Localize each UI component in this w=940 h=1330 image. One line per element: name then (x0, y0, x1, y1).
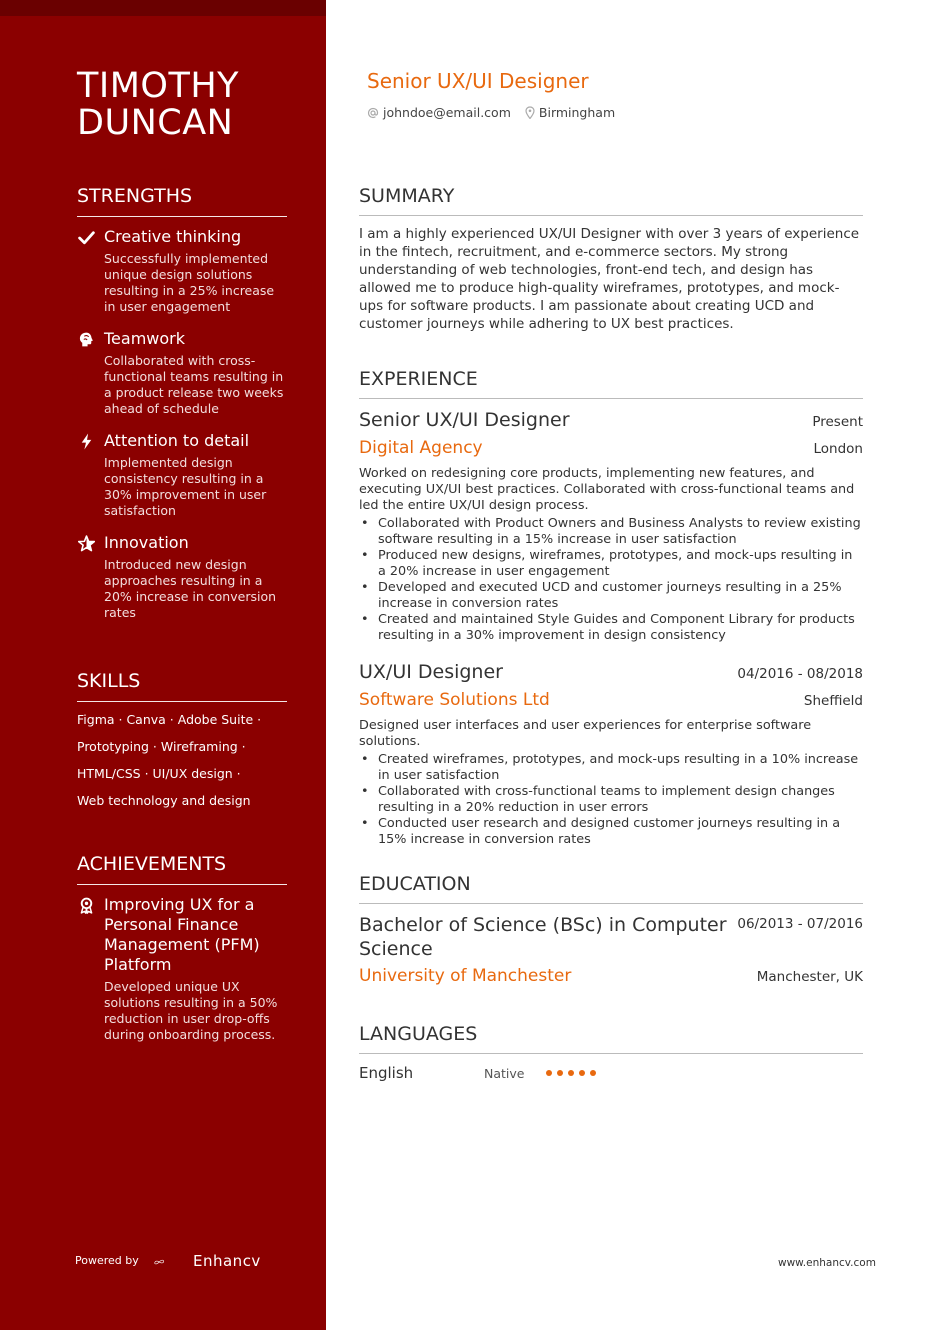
achievements-heading: ACHIEVEMENTS (77, 852, 287, 885)
summary-heading: SUMMARY (359, 184, 863, 216)
education-heading: EDUCATION (359, 872, 863, 904)
bullet-item: • Created and maintained Style Guides and Component Library for products resulting in a 30% improvement in design consistency (359, 612, 863, 644)
skills-heading: SKILLS (77, 669, 287, 702)
strength-title: Innovation (104, 533, 189, 552)
strengths-section (77, 184, 287, 635)
experience-role: Senior UX/UI Designer (359, 409, 570, 431)
experience-heading: EXPERIENCE (359, 367, 863, 399)
contact-email[interactable] (367, 105, 511, 120)
achievement-desc: Developed unique UX solutions resulting in a 50% reduction in user drop-offs during onboarding process. (104, 979, 278, 1042)
bullet-item: • Developed and executed UCD and customer journeys resulting in a 25% increase in conversion rates (359, 580, 863, 612)
bullet-item: • Conducted user research and designed customer journeys resulting in a 15% increase in conversion rates (359, 816, 863, 848)
strength-title: Teamwork (104, 329, 186, 348)
strengths-heading: STRENGTHS (77, 184, 287, 217)
achievement-item (77, 895, 287, 1043)
brain-icon (78, 331, 95, 348)
language-level: Native (484, 1065, 525, 1081)
bullet-item: • Produced new designs, wireframes, prototypes, and mock-ups resulting in a 20% increase in user engagement (359, 548, 863, 580)
check-icon (78, 229, 95, 246)
strength-desc: Introduced new design approaches resulting in a 20% increase in conversion rates (104, 557, 277, 620)
summary-text: I am a highly experienced UX/UI Designer with over 3 years of experience in the fintech, recruitment, and e-commerce sectors. My strong understanding of web technologies, front-end tech, and design has allowed me to produce high-quality wireframes, prototypes, and mock-ups for software products. I am passionate about creating UCD and customer journeys while adhering to UX best practices. (359, 226, 860, 332)
headline: Senior UX/UI Designer (367, 69, 589, 93)
education-school: University of Manchester (359, 966, 572, 986)
email-text: johndoe@email.com (383, 105, 511, 120)
skills-section (77, 669, 287, 820)
achievements-section (77, 852, 287, 1057)
experience-bullets (359, 752, 863, 848)
proficiency-dot (579, 1070, 585, 1076)
education-location: Manchester, UK (756, 969, 863, 985)
website-link[interactable]: www.enhancv.com (778, 1257, 876, 1269)
languages-section (359, 1022, 863, 1082)
lightning-icon (78, 433, 95, 450)
experience-desc: Designed user interfaces and user experiences for enterprise software solutions. (359, 718, 812, 749)
language-item (359, 1064, 863, 1082)
proficiency-dot (568, 1070, 574, 1076)
bullet-item: • Created wireframes, prototypes, and mock-ups resulting in a 10% increase in user satisfaction (359, 752, 863, 784)
experience-desc: Worked on redesigning core products, implementing new features, and executing UX/UI best practices. Collaborated with cross-functional teams and led the entire UX/UI design process. (359, 466, 855, 513)
candidate-name: TIMOTHY DUNCAN (77, 66, 240, 143)
skills-line: Prototyping · Wireframing · (77, 739, 246, 754)
strength-title: Attention to detail (104, 431, 250, 450)
experience-location: Sheffield (803, 693, 863, 709)
contact-location (525, 105, 615, 120)
skills-line: Web technology and design (77, 793, 251, 808)
education-date: 06/2013 - 07/2016 (737, 916, 863, 932)
contact-bar (367, 105, 615, 120)
skills-line: HTML/CSS · UI/UX design · (77, 766, 241, 781)
strength-desc: Collaborated with cross-functional teams resulting in a product release two weeks ahead of schedule (104, 353, 284, 416)
experience-role: UX/UI Designer (359, 661, 503, 683)
enhancv-logo-icon[interactable] (154, 1252, 190, 1272)
location-text: Birmingham (538, 105, 616, 120)
strength-item (77, 533, 287, 621)
experience-bullets (359, 516, 863, 644)
experience-section (359, 367, 863, 848)
bullet-item: • Collaborated with Product Owners and Business Analysts to review existing software resulting in a 15% increase in user satisfaction (359, 516, 863, 548)
experience-company: Software Solutions Ltd (359, 690, 550, 710)
enhancv-brand[interactable]: Enhancv (193, 1252, 261, 1270)
proficiency-dot (546, 1070, 552, 1076)
star-icon (78, 535, 95, 552)
sidebar-top-bar (0, 0, 326, 16)
language-proficiency-dots (546, 1070, 596, 1076)
experience-company: Digital Agency (359, 438, 483, 458)
strength-desc: Implemented design consistency resulting in a 30% improvement in user satisfaction (104, 455, 267, 518)
at-icon (367, 107, 379, 119)
sidebar (0, 0, 326, 1330)
powered-by-label: Powered by (75, 1254, 139, 1267)
education-section (359, 872, 863, 988)
achievement-title: Improving UX for a Personal Finance Management (PFM) Platform (104, 895, 260, 974)
experience-date: Present (812, 414, 863, 430)
proficiency-dot (590, 1070, 596, 1076)
location-pin-icon (525, 106, 535, 119)
strength-item (77, 431, 287, 519)
award-icon (78, 897, 95, 914)
experience-item (359, 408, 863, 644)
summary-section (359, 184, 863, 333)
strength-item (77, 329, 287, 417)
language-name: English (359, 1064, 414, 1082)
strength-desc: Successfully implemented unique design solutions resulting in a 25% increase in user engagement (104, 251, 275, 314)
education-degree: Bachelor of Science (BSc) in Computer Science (359, 914, 727, 960)
proficiency-dot (557, 1070, 563, 1076)
languages-heading: LANGUAGES (359, 1022, 863, 1054)
experience-item (359, 660, 863, 848)
experience-date: 04/2016 - 08/2018 (737, 666, 863, 682)
strength-item (77, 227, 287, 315)
experience-location: London (813, 441, 863, 457)
skills-line: Figma · Canva · Adobe Suite · (77, 712, 262, 727)
bullet-item: • Collaborated with cross-functional teams to implement design changes resulting in a 20% reduction in user errors (359, 784, 863, 816)
strength-title: Creative thinking (104, 227, 242, 246)
